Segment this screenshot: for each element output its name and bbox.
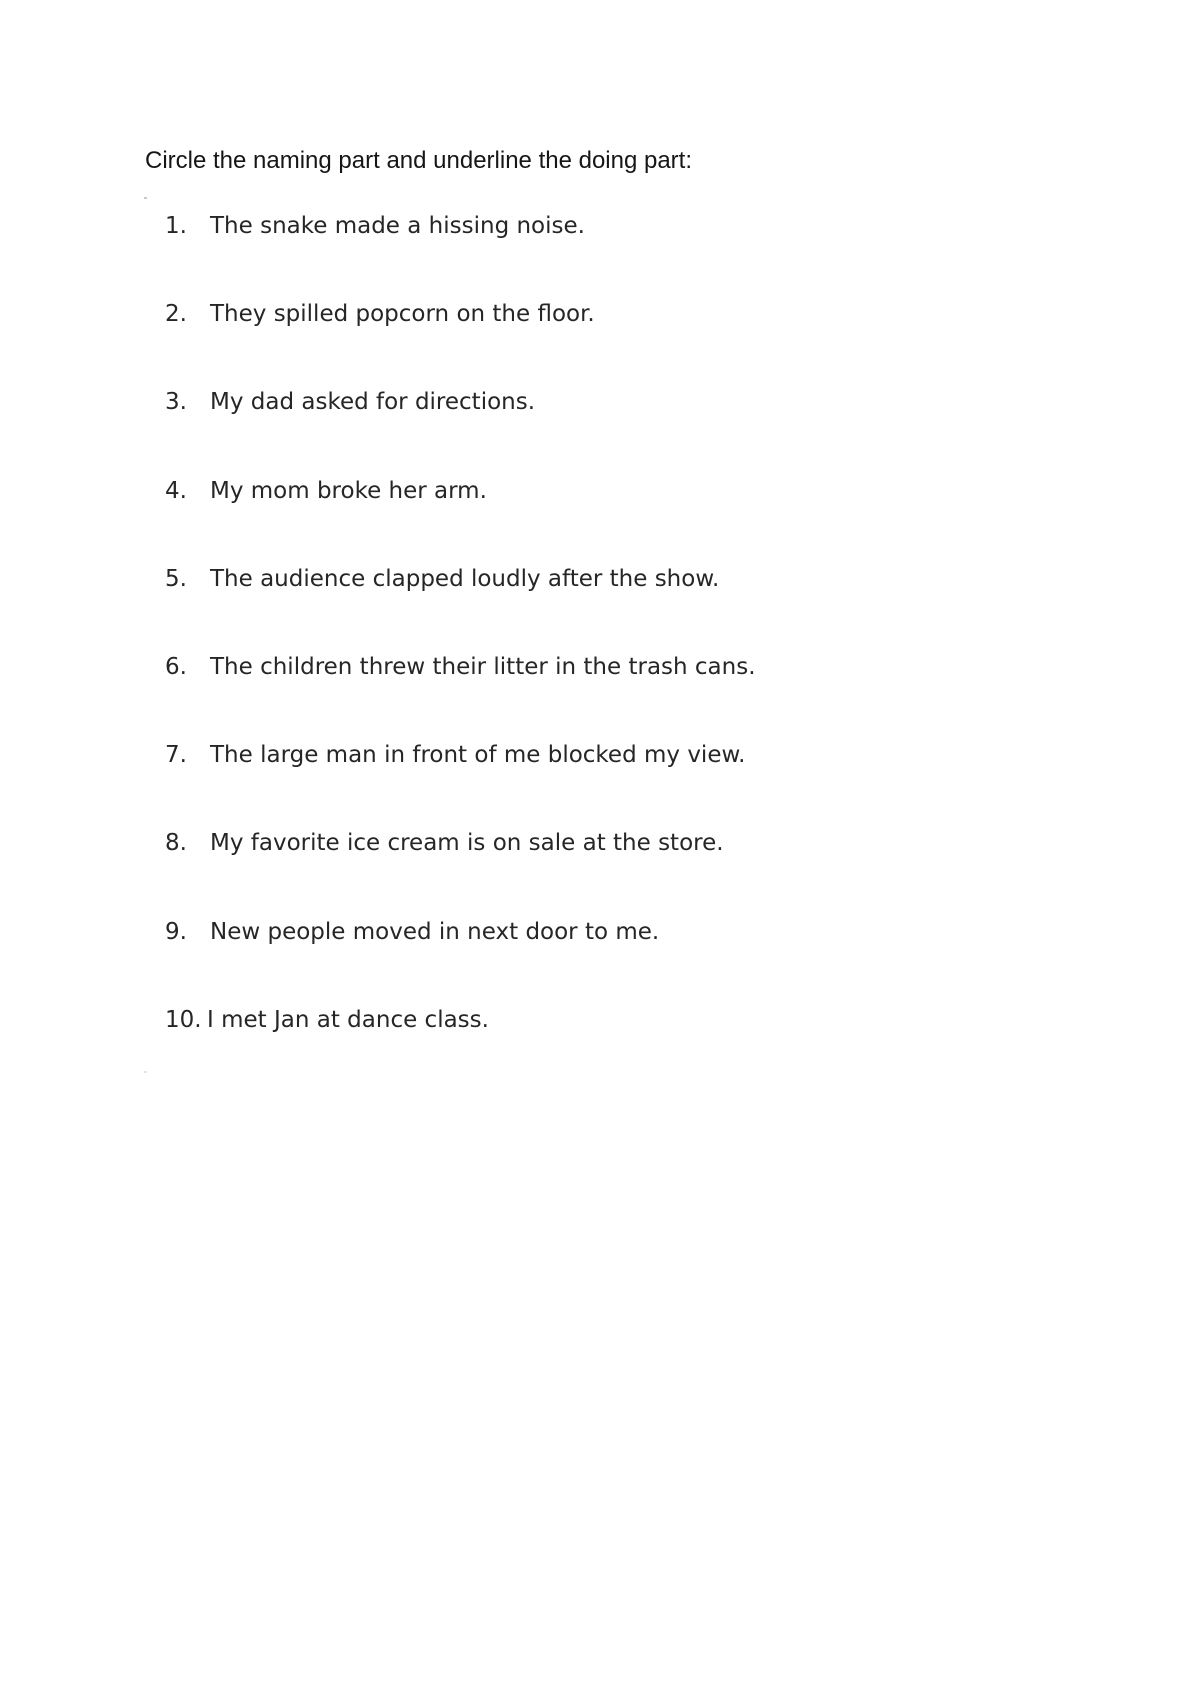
sentence-item <box>165 299 756 387</box>
sentence-text: The audience clapped loudly after the show. <box>210 565 720 592</box>
sentence-item <box>165 387 756 475</box>
sentence-number: 3. <box>165 389 187 416</box>
sentence-number: 9. <box>165 918 187 945</box>
sentence-item <box>165 828 756 916</box>
sentence-list <box>165 211 756 1093</box>
instructions-heading: Circle the naming part and underline the doing part: <box>145 147 693 174</box>
sentence-text: They spilled popcorn on the floor. <box>210 301 595 328</box>
sentence-number: 7. <box>165 742 187 769</box>
stray-mark <box>144 197 147 199</box>
sentence-item <box>165 1005 756 1093</box>
sentence-number: 6. <box>165 653 187 680</box>
sentence-number: 1. <box>165 213 187 239</box>
sentence-number: 10. <box>165 1006 202 1033</box>
sentence-item <box>165 917 756 1005</box>
sentence-text: The large man in front of me blocked my view. <box>210 742 746 769</box>
sentence-text: My dad asked for directions. <box>210 389 536 416</box>
sentence-number: 8. <box>165 830 187 857</box>
sentence-item <box>165 740 756 828</box>
sentence-item <box>165 211 756 299</box>
sentence-item <box>165 564 756 652</box>
sentence-text: I met Jan at dance class. <box>207 1006 489 1033</box>
sentence-text: My favorite ice cream is on sale at the store. <box>210 830 724 857</box>
sentence-number: 5. <box>165 565 187 592</box>
sentence-text: The children threw their litter in the trash cans. <box>210 653 756 680</box>
sentence-item <box>165 652 756 740</box>
sentence-text: My mom broke her arm. <box>210 477 487 504</box>
sentence-text: The snake made a hissing noise. <box>210 213 585 239</box>
sentence-number: 4. <box>165 477 187 504</box>
stray-mark <box>144 1071 147 1073</box>
sentence-item <box>165 476 756 564</box>
sentence-number: 2. <box>165 301 187 328</box>
sentence-text: New people moved in next door to me. <box>210 918 660 945</box>
